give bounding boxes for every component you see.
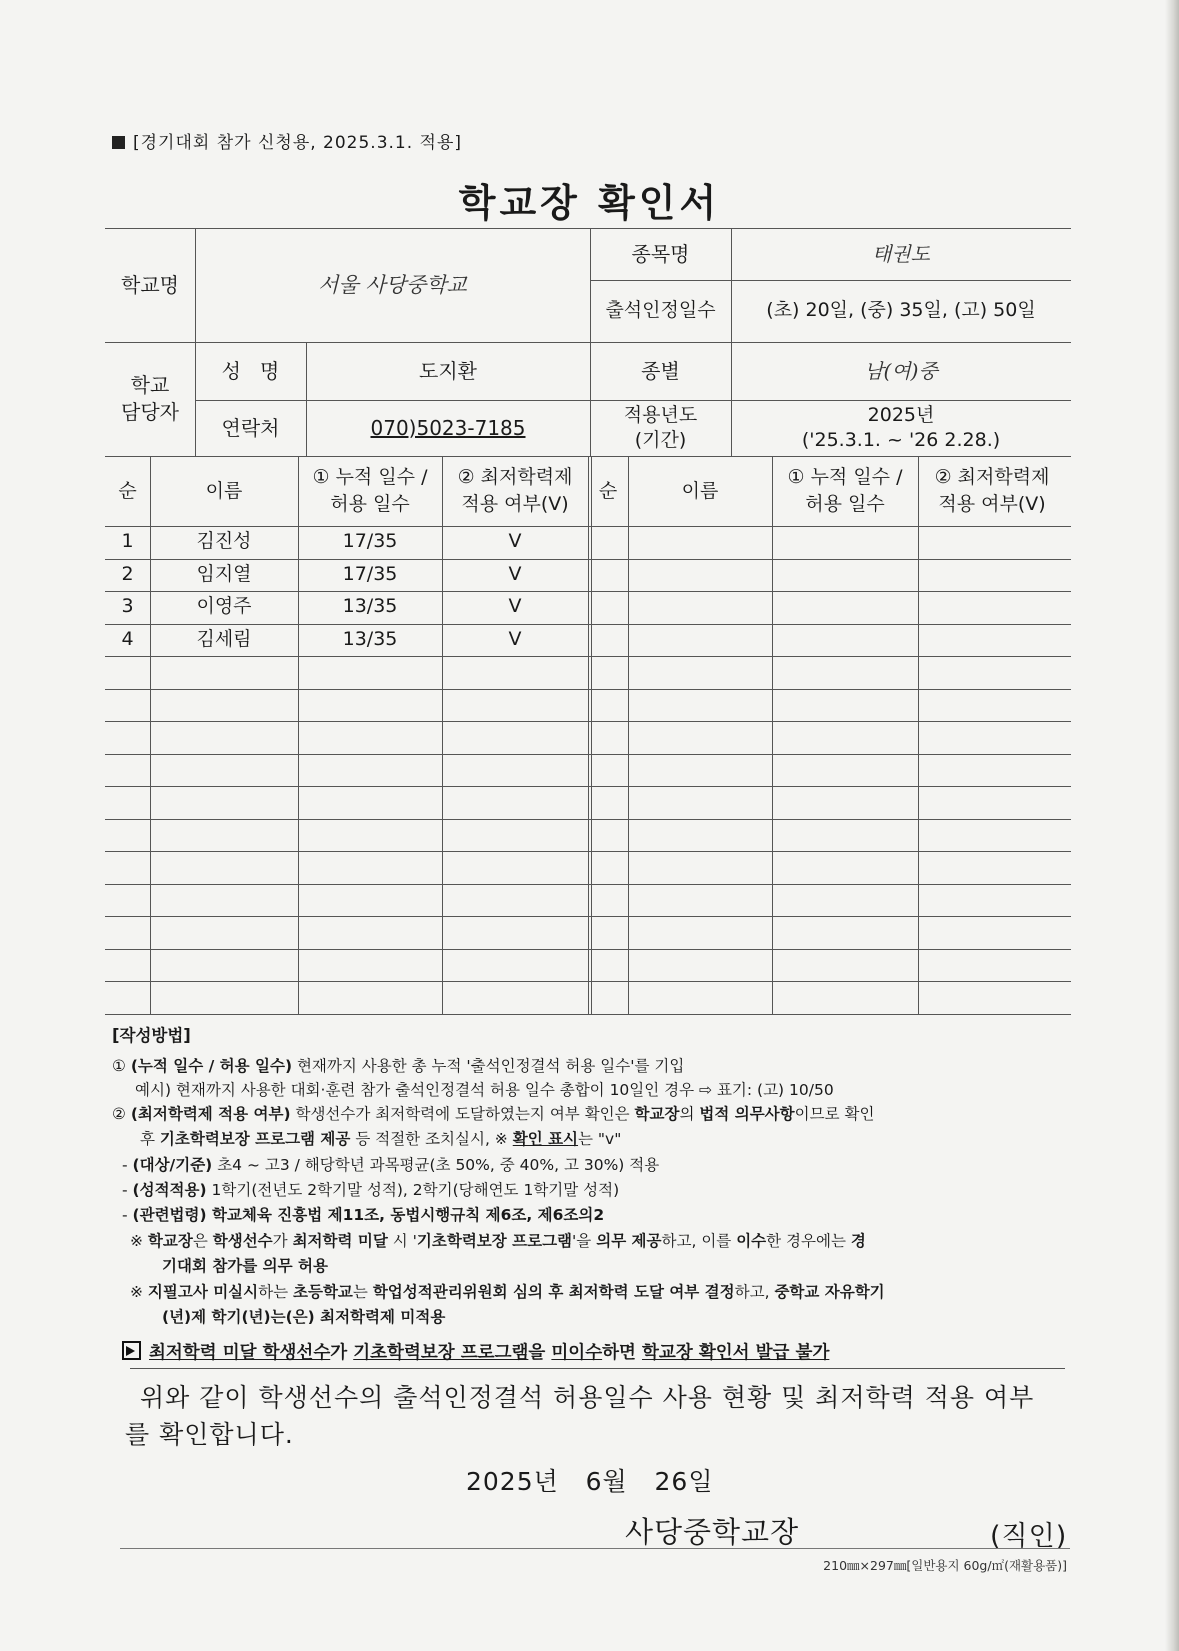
attend-value: (초) 20일, (중) 35일, (고) 50일 — [766, 299, 1036, 322]
table-header-left-3: ② 최저학력제 적용 여부(V) — [457, 466, 573, 515]
table-column-rule — [588, 456, 589, 1014]
seal-mark: (직인) — [990, 1521, 1068, 1552]
school-value: 서울 사당중학교 — [318, 272, 467, 297]
year-label: 적용년도 (기간) — [623, 404, 698, 451]
table-column-rule — [918, 456, 919, 1014]
text: 학교장 — [147, 1232, 193, 1250]
text: 기초학력보장 프로그램 — [416, 1232, 573, 1250]
instruction-line-1 — [112, 1057, 684, 1076]
confirm-line-2: 를 확인합니다. — [125, 1420, 294, 1449]
year-value: 2025년 ('25.3.1. ~ '26 2.28.) — [801, 404, 1001, 451]
warning-line — [122, 1341, 829, 1365]
issue-date: 2025년 6월 26일 — [466, 1467, 714, 1496]
table-cell-name: 김세림 — [196, 627, 252, 650]
header-note — [112, 128, 462, 153]
table-cell-days: 13/35 — [342, 627, 398, 650]
text: 최저학력 미달 — [292, 1232, 388, 1250]
text: 의무 제공 — [596, 1232, 662, 1250]
text: 학생선수 — [212, 1232, 273, 1250]
text: (최저학력제 적용 여부) — [130, 1105, 291, 1123]
table-header-left-1: 이름 — [205, 479, 243, 502]
arrow-box-icon — [122, 1341, 141, 1360]
paper-spec-footer: 210㎜×297㎜[일반용지 60g/㎡(재활용품)] — [823, 1558, 1067, 1573]
table-column-rule — [772, 456, 773, 1014]
text: ※ — [130, 1283, 148, 1301]
text: 법적 의무사항 — [699, 1105, 795, 1123]
instruction-line-11: (년)제 학기(년)는(은) 최저학력제 미적용 — [162, 1308, 446, 1326]
sport-label: 종목명 — [631, 241, 690, 266]
text: (성적적용) — [132, 1181, 207, 1199]
text: 학업성적관리위원회 심의 후 최저학력 도달 여부 결정 — [372, 1283, 735, 1301]
table-header-left-2: ① 누적 일수 / 허용 일수 — [312, 466, 428, 515]
text: 최저학력 미달 학생선수 — [149, 1343, 331, 1363]
text: 지필고사 미실시 — [147, 1283, 259, 1301]
text: ※ — [130, 1232, 148, 1250]
square-bullet-icon — [112, 136, 125, 149]
text: 시 ' — [387, 1232, 417, 1250]
text: - — [122, 1206, 133, 1224]
page-title: 학교장 확인서 — [458, 181, 721, 225]
text: '을 — [572, 1232, 597, 1250]
instruction-line-10 — [130, 1283, 885, 1302]
text: 학교장 — [634, 1105, 680, 1123]
text: 후 — [140, 1130, 160, 1148]
rule — [130, 1368, 1065, 1369]
table-cell-days: 17/35 — [342, 562, 398, 585]
text: 하고, 이를 — [661, 1232, 737, 1250]
table-cell-days: 17/35 — [342, 530, 398, 553]
instruction-line-3 — [112, 1105, 874, 1124]
table-cell-days: 13/35 — [342, 595, 398, 618]
text: 학생선수가 최저학력에 도달하였는지 여부 확인은 — [290, 1105, 635, 1123]
instruction-line-5 — [122, 1156, 659, 1175]
instruction-line-2: 예시) 현재까지 사용한 대회·훈련 참가 출석인정결석 허용 일수 총합이 10일인 경우 ⇨ 표기: (고) 10/50 — [135, 1081, 834, 1099]
text: 의 — [679, 1105, 700, 1123]
text: 학교장 확인서 발급 불가 — [642, 1343, 830, 1363]
table-cell-no: 3 — [121, 595, 134, 618]
text: 1학기(전년도 2학기말 성적), 2학기(당해연도 1학기말 성적) — [206, 1181, 620, 1199]
instruction-line-4 — [140, 1130, 621, 1149]
instruction-line-6 — [122, 1181, 619, 1200]
rule — [120, 1548, 1070, 1549]
name-label: 성 명 — [221, 358, 280, 383]
text: 는 "v" — [578, 1130, 622, 1148]
table-cell-check: V — [508, 562, 522, 585]
text: 하면 — [602, 1343, 643, 1363]
table-cell-no: 1 — [121, 530, 134, 553]
gender-label: 종별 — [641, 358, 680, 383]
contact-label: 연락처 — [221, 415, 280, 440]
paper-edge — [1165, 0, 1179, 1651]
contact-value — [306, 400, 590, 456]
arrow-box-icon-fill — [126, 1346, 135, 1356]
signer: 사당중학교장 — [625, 1515, 800, 1549]
text: 현재까지 사용한 총 누적 '출석인정결석 허용 일수'를 기입 — [292, 1057, 685, 1075]
table-column-rule — [591, 456, 592, 1014]
text: 가 — [330, 1343, 354, 1363]
text: 은 — [192, 1232, 213, 1250]
school-label: 학교명 — [121, 272, 179, 297]
table-cell-name: 이영주 — [196, 595, 252, 618]
table-header-right-0: 순 — [598, 479, 618, 502]
table-cell-name: 임지열 — [196, 562, 252, 585]
text: (누적 일수 / 허용 일수) — [130, 1057, 293, 1075]
text: 미이수 — [551, 1343, 603, 1363]
text: ① — [112, 1057, 131, 1075]
instruction-line-7 — [122, 1206, 604, 1225]
text: 가 — [272, 1232, 293, 1250]
text: 경 — [850, 1232, 866, 1250]
name-value: 도지환 — [419, 358, 477, 383]
table-column-rule — [628, 456, 629, 1014]
text: 기초학력보장 프로그램 — [353, 1343, 529, 1363]
text: 이수 — [736, 1232, 767, 1250]
text: 는 — [352, 1283, 373, 1301]
table-cell-name: 김진성 — [196, 530, 252, 553]
table-cell-no: 2 — [121, 562, 134, 585]
attend-label: 출석인정일수 — [605, 299, 716, 322]
confirm-line-1: 위와 같이 학생선수의 출석인정결석 허용일수 사용 현황 및 최저학력 적용 여부 — [140, 1383, 1035, 1412]
table-header-right-3: ② 최저학력제 적용 여부(V) — [934, 466, 1050, 515]
text: 하고, — [734, 1283, 775, 1301]
table-cell-check: V — [508, 530, 522, 553]
table-header-right-2: ① 누적 일수 / 허용 일수 — [787, 466, 903, 515]
text: 초등학교 — [293, 1283, 353, 1301]
text: (관련법령) 학교체육 진흥법 제11조, 동법시행규칙 제6조, 제6조의2 — [132, 1206, 605, 1224]
table-cell-no: 4 — [121, 627, 134, 650]
contact-value-text: 070)5023-7185 — [370, 415, 526, 440]
text: - — [122, 1156, 133, 1174]
text: 초4 ~ 고3 / 해당학년 과목평균(초 50%, 중 40%, 고 30%) 적용 — [212, 1156, 660, 1174]
table-bottom-rule — [105, 1014, 1071, 1015]
table-header-left-0: 순 — [118, 479, 137, 502]
text: ② — [112, 1105, 131, 1123]
text: 하는 — [258, 1283, 294, 1301]
text: 한 경우에는 — [766, 1232, 851, 1250]
text: 을 — [528, 1343, 552, 1363]
instructions-heading: [작성방법] — [112, 1026, 191, 1045]
table-cell-check: V — [508, 627, 522, 650]
table-cell-check: V — [508, 595, 522, 618]
text: 등 적절한 조치실시, ※ — [350, 1130, 513, 1148]
gender-value: 남(여)중 — [864, 358, 938, 383]
manager-label: 학교 담당자 — [121, 373, 179, 424]
sport-value: 태권도 — [872, 241, 930, 266]
table-header-right-1: 이름 — [681, 479, 719, 502]
text: - — [122, 1181, 133, 1199]
header-note-text: [경기대회 참가 신청용, 2025.3.1. 적용] — [133, 133, 463, 153]
instruction-line-9: 기대회 참가를 의무 허용 — [162, 1257, 328, 1275]
text: 이므로 확인 — [794, 1105, 875, 1123]
text: (대상/기준) — [132, 1156, 213, 1174]
text: 기초학력보장 프로그램 제공 — [159, 1130, 351, 1148]
text: 중학교 자유학기 — [774, 1283, 885, 1301]
text: 확인 표시 — [512, 1130, 579, 1148]
instruction-line-8 — [130, 1232, 866, 1251]
